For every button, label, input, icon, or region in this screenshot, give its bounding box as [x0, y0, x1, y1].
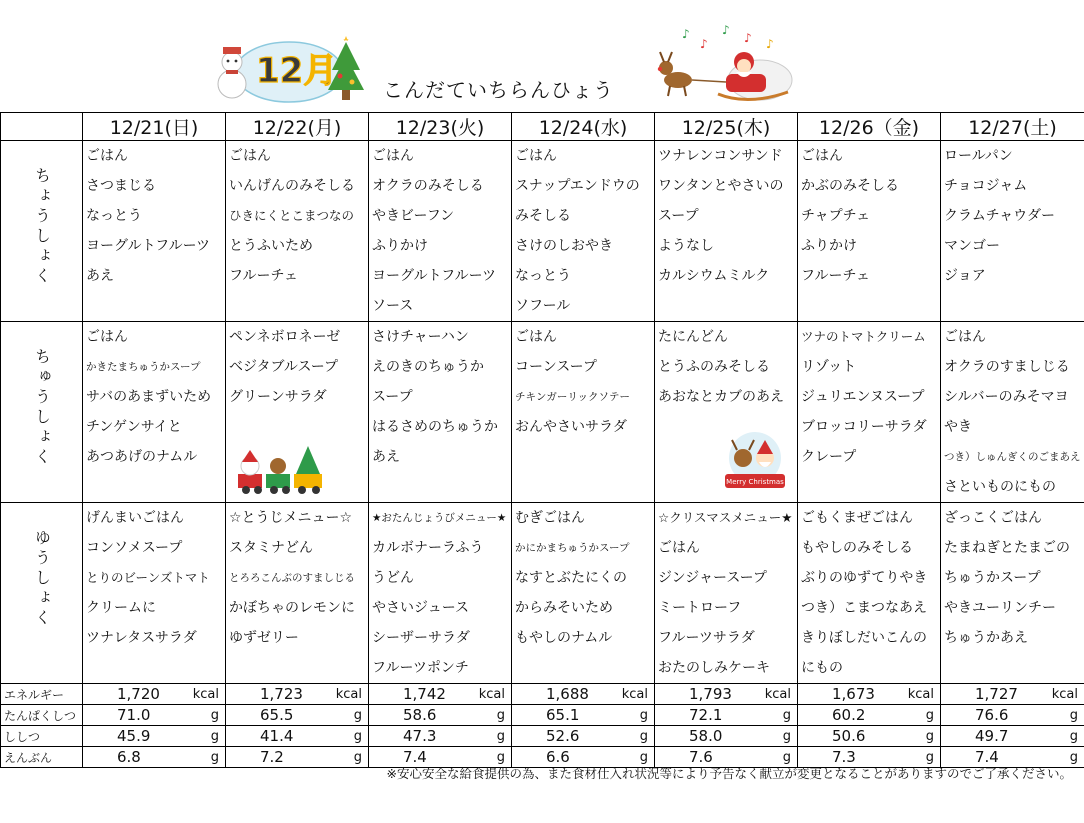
menu-item: ロールパン	[944, 148, 1013, 164]
nutrition-unit: g	[782, 728, 791, 744]
menu-item: シーザーサラダ	[372, 630, 470, 646]
menu-item: もやしのみそしる	[801, 540, 913, 556]
menu-item: クレープ	[801, 449, 857, 465]
nutrition-label: エネルギー	[1, 684, 83, 705]
nutrition-cell	[226, 726, 369, 747]
menu-cell	[369, 503, 512, 684]
menu-cell	[226, 141, 369, 322]
nutrition-value: 6.8	[117, 748, 141, 766]
nutrition-cell	[798, 684, 941, 705]
nutrition-label: ししつ	[1, 726, 83, 747]
meal-label: ちゅうしょく	[32, 348, 52, 468]
menu-item: かぼちゃのレモンに	[229, 600, 355, 616]
nutrition-value: 45.9	[117, 727, 151, 745]
menu-item: さけのしおやき	[515, 238, 613, 254]
menu-item: ジンジャースープ	[658, 570, 767, 586]
menu-cell	[83, 141, 226, 322]
nutrition-cell	[655, 705, 798, 726]
menu-item: ☆とうじメニュー☆	[229, 510, 353, 526]
menu-cell	[941, 503, 1084, 684]
menu-item: からみそいため	[515, 600, 613, 616]
meal-label-cell	[1, 141, 83, 322]
nutrition-value: 6.6	[546, 748, 570, 766]
nutrition-value: 7.4	[403, 748, 427, 766]
menu-cell	[369, 141, 512, 322]
nutrition-unit: g	[925, 749, 934, 765]
menu-item: さといものにもの	[944, 479, 1056, 495]
nutrition-value: 71.0	[117, 706, 151, 724]
nutrition-value: 1,742	[403, 685, 446, 703]
menu-item: いんげんのみそしる	[229, 178, 355, 194]
nutrition-unit: g	[925, 728, 934, 744]
menu-item: えのきのちゅうか	[372, 359, 484, 375]
nutrition-label: たんぱくしつ	[1, 705, 83, 726]
menu-item: ごはん	[515, 148, 557, 164]
menu-item: やきユーリンチー	[944, 600, 1056, 616]
menu-item: たにんどん	[658, 329, 728, 345]
menu-item: とうふいため	[229, 238, 313, 254]
menu-item: ぶりのゆずてりやき	[801, 570, 928, 586]
nutrition-cell	[655, 726, 798, 747]
menu-cell	[798, 503, 941, 684]
menu-item: かきたまちゅうかスープ	[86, 361, 201, 373]
nutrition-cell	[798, 705, 941, 726]
nutrition-cell	[798, 726, 941, 747]
day-header-row	[1, 113, 1084, 141]
menu-item: グリーンサラダ	[229, 389, 327, 405]
nutrition-cell	[369, 705, 512, 726]
nutrition-unit: g	[639, 728, 648, 744]
nutrition-unit: g	[925, 707, 934, 723]
menu-item: オクラのすましじる	[944, 359, 1070, 375]
nutrition-unit: g	[210, 728, 219, 744]
nutrition-cell	[941, 726, 1084, 747]
nutrition-cell	[83, 747, 226, 768]
menu-item: マンゴー	[944, 238, 1000, 254]
menu-item: シルバーのみそマヨ	[944, 389, 1069, 405]
menu-item: チンゲンサイと	[86, 419, 182, 435]
menu-item: ごはん	[86, 148, 128, 164]
menu-item: かにかまちゅうかスープ	[515, 542, 630, 554]
merry-christmas-icon	[721, 430, 789, 492]
menu-item: ごはん	[372, 148, 414, 164]
nutrition-unit: kcal	[1051, 686, 1078, 702]
menu-item: とりのビーンズトマト	[86, 570, 210, 585]
menu-item: スナップエンドウの	[515, 178, 640, 194]
menu-item: むぎごはん	[515, 510, 585, 526]
nutrition-value: 1,793	[689, 685, 732, 703]
menu-item: クラムチャウダー	[944, 208, 1056, 224]
menu-item: ごはん	[515, 329, 557, 345]
menu-item: ごはん	[658, 540, 700, 556]
breakfast-row	[1, 141, 1084, 322]
menu-item: つき）しゅんぎくのごまあえ	[944, 451, 1081, 463]
nutrition-value: 58.6	[403, 706, 437, 724]
menu-cell	[369, 322, 512, 503]
menu-item: ちゅうかあえ	[944, 630, 1028, 646]
meal-label-cell	[1, 322, 83, 503]
day-header: 12/22(月)	[226, 113, 369, 141]
nutrition-label: えんぶん	[1, 747, 83, 768]
menu-cell	[941, 141, 1084, 322]
nutrition-unit: g	[496, 749, 505, 765]
nutrition-unit: g	[1069, 728, 1078, 744]
nutrition-cell	[226, 705, 369, 726]
day-header: 12/25(木)	[655, 113, 798, 141]
menu-item: ★おたんじょうびメニュー★	[372, 512, 507, 524]
meal-label-cell	[1, 503, 83, 684]
menu-item: やさいジュース	[372, 600, 470, 616]
day-header: 12/21(日)	[83, 113, 226, 141]
menu-item: リゾット	[801, 359, 857, 375]
menu-item: うどん	[372, 570, 414, 586]
menu-cell	[512, 322, 655, 503]
nutrition-unit: g	[210, 749, 219, 765]
fat-row	[1, 726, 1084, 747]
menu-item: ソース	[372, 298, 414, 314]
menu-cell	[83, 322, 226, 503]
menu-item: とうふのみそしる	[658, 359, 770, 375]
december-badge	[214, 32, 364, 104]
nutrition-cell	[369, 726, 512, 747]
merry-christmas-label: Merry Christmas	[726, 478, 784, 486]
menu-item: ミートローフ	[658, 600, 742, 616]
nutrition-value: 1,727	[975, 685, 1018, 703]
menu-item: なっとう	[515, 268, 571, 284]
menu-item: コンソメスープ	[86, 540, 183, 556]
menu-item: ふりかけ	[372, 238, 428, 254]
menu-cell	[226, 503, 369, 684]
nutrition-cell	[369, 684, 512, 705]
nutrition-value: 72.1	[689, 706, 723, 724]
nutrition-value: 76.6	[975, 706, 1009, 724]
menu-cell	[655, 141, 798, 322]
menu-item: フルーチェ	[229, 268, 299, 284]
nutrition-unit: kcal	[335, 686, 362, 702]
menu-item: さつまじる	[86, 178, 156, 194]
menu-item: おんやさいサラダ	[515, 419, 627, 435]
footer-note: ※安心安全な給食提供の為、また食材仕入れ状況等により予告なく献立が変更となることがありますのでご了承ください。	[386, 766, 1072, 781]
menu-item: なっとう	[86, 208, 142, 224]
nutrition-unit: g	[496, 707, 505, 723]
menu-item: ふりかけ	[801, 238, 857, 254]
day-header: 12/27(土)	[941, 113, 1084, 141]
svg-text:♪: ♪	[682, 27, 690, 41]
nutrition-cell	[512, 684, 655, 705]
menu-item: さけチャーハン	[372, 329, 469, 345]
lunch-row	[1, 322, 1084, 503]
menu-item: ごはん	[86, 329, 128, 345]
menu-item: ごはん	[944, 329, 986, 345]
menu-item: サバのあまずいため	[86, 389, 212, 405]
nutrition-cell	[512, 705, 655, 726]
menu-item: ペンネボロネーゼ	[229, 329, 341, 345]
menu-item: あおなとカブのあえ	[658, 389, 784, 405]
day-header: 12/26（金)	[798, 113, 941, 141]
nutrition-value: 7.6	[689, 748, 713, 766]
menu-item: ベジタブルスープ	[229, 359, 339, 375]
menu-item: チャプチェ	[801, 208, 871, 224]
nutrition-value: 58.0	[689, 727, 723, 745]
menu-item: ざっこくごはん	[944, 510, 1042, 526]
menu-item: ひきにくとこまつなの	[229, 208, 355, 223]
menu-item: つき）こまつなあえ	[801, 600, 927, 616]
menu-item: ツナレンコンサンド	[658, 148, 783, 164]
nutrition-unit: kcal	[907, 686, 934, 702]
music-notes-icon	[682, 24, 774, 51]
protein-row	[1, 705, 1084, 726]
nutrition-value: 60.2	[832, 706, 866, 724]
menu-item: おたのしみケーキ	[658, 660, 770, 676]
menu-item: フルーツサラダ	[658, 630, 755, 646]
svg-text:♪: ♪	[744, 31, 752, 45]
menu-item: ヨーグルトフルーツ	[372, 268, 497, 284]
nutrition-unit: kcal	[764, 686, 791, 702]
nutrition-cell	[941, 684, 1084, 705]
menu-item: スタミナどん	[229, 540, 313, 556]
nutrition-cell	[941, 705, 1084, 726]
menu-item: かぶのみそしる	[801, 178, 899, 194]
nutrition-unit: kcal	[621, 686, 648, 702]
menu-item: やき	[944, 419, 972, 435]
menu-cell	[226, 322, 369, 503]
menu-cell	[798, 322, 941, 503]
menu-cell	[512, 503, 655, 684]
page-title: こんだていちらんひょう	[383, 78, 614, 102]
menu-item: きりぼしだいこんの	[801, 630, 927, 646]
santa-sleigh-icon	[648, 24, 796, 108]
nutrition-cell	[655, 684, 798, 705]
nutrition-unit: g	[1069, 749, 1078, 765]
menu-item: コーンスープ	[515, 359, 597, 375]
meal-label: ゆうしょく	[32, 529, 52, 629]
menu-item: やきビーフン	[372, 208, 455, 224]
menu-item: ごはん	[229, 148, 271, 164]
nutrition-value: 41.4	[260, 727, 294, 745]
menu-item: にもの	[801, 660, 843, 676]
nutrition-unit: g	[353, 728, 362, 744]
menu-item: なすとぶたにくの	[515, 570, 627, 586]
nutrition-cell	[226, 747, 369, 768]
menu-item: クリームに	[86, 600, 156, 616]
menu-item: スープ	[658, 208, 699, 224]
menu-item: あえ	[372, 449, 400, 465]
menu-item: ワンタンとやさいの	[658, 178, 784, 194]
menu-item: フルーチェ	[801, 268, 871, 284]
nutrition-cell	[226, 684, 369, 705]
menu-item: ブロッコリーサラダ	[801, 419, 927, 435]
menu-item: ジュリエンヌスープ	[801, 389, 925, 405]
nutrition-cell	[83, 684, 226, 705]
nutrition-unit: g	[1069, 707, 1078, 723]
menu-cell	[941, 322, 1084, 503]
nutrition-value: 65.1	[546, 706, 580, 724]
nutrition-unit: kcal	[192, 686, 219, 702]
menu-item: カルシウムミルク	[658, 268, 770, 284]
nutrition-value: 52.6	[546, 727, 580, 745]
menu-cell	[83, 503, 226, 684]
nutrition-unit: g	[639, 707, 648, 723]
nutrition-value: 47.3	[403, 727, 437, 745]
day-header: 12/24(水)	[512, 113, 655, 141]
nutrition-value: 1,673	[832, 685, 875, 703]
menu-item: ヨーグルトフルーツ	[86, 238, 211, 254]
menu-item: オクラのみそしる	[372, 178, 484, 194]
nutrition-value: 49.7	[975, 727, 1009, 745]
menu-item: フルーツポンチ	[372, 660, 469, 676]
menu-item: あえ	[86, 268, 114, 284]
menu-item: みそしる	[515, 208, 571, 224]
menu-item: ようなし	[658, 238, 714, 254]
nutrition-cell	[83, 726, 226, 747]
nutrition-value: 65.5	[260, 706, 294, 724]
menu-item: もやしのナムル	[515, 630, 613, 646]
month-label: 12月	[256, 51, 338, 91]
menu-item: ごもくまぜごはん	[801, 510, 913, 526]
corner-cell	[1, 113, 83, 141]
dinner-row	[1, 503, 1084, 684]
nutrition-value: 7.4	[975, 748, 999, 766]
menu-item: ちゅうかスープ	[944, 570, 1041, 586]
menu-cell	[655, 503, 798, 684]
menu-item: はるさめのちゅうか	[372, 419, 498, 435]
christmas-train-icon	[236, 444, 326, 496]
nutrition-unit: kcal	[478, 686, 505, 702]
nutrition-value: 1,723	[260, 685, 303, 703]
menu-item: チキンガーリックソテー	[515, 391, 630, 403]
menu-item: ソフール	[515, 298, 571, 314]
nutrition-value: 7.2	[260, 748, 284, 766]
menu-cell	[512, 141, 655, 322]
nutrition-value: 1,720	[117, 685, 160, 703]
nutrition-unit: g	[782, 707, 791, 723]
day-header: 12/23(火)	[369, 113, 512, 141]
nutrition-cell	[83, 705, 226, 726]
nutrition-value: 1,688	[546, 685, 589, 703]
svg-text:♪: ♪	[722, 24, 730, 37]
nutrition-unit: g	[353, 707, 362, 723]
menu-cell	[655, 322, 798, 503]
menu-item: たまねぎとたまごの	[944, 540, 1070, 556]
nutrition-unit: g	[496, 728, 505, 744]
menu-cell	[798, 141, 941, 322]
menu-item: ツナレタスサラダ	[86, 630, 197, 646]
nutrition-value: 7.3	[832, 748, 856, 766]
menu-item: あつあげのナムル	[86, 449, 198, 465]
nutrition-unit: g	[210, 707, 219, 723]
page-header	[0, 0, 1084, 112]
menu-item: ゆずゼリー	[229, 630, 299, 646]
menu-item: ツナのトマトクリーム	[801, 329, 926, 344]
nutrition-unit: g	[639, 749, 648, 765]
menu-item: ☆クリスマスメニュー★	[658, 510, 793, 525]
nutrition-unit: g	[782, 749, 791, 765]
menu-item: げんまいごはん	[86, 510, 184, 526]
nutrition-cell	[512, 726, 655, 747]
menu-item: チョコジャム	[944, 178, 1028, 194]
svg-text:♪: ♪	[700, 37, 708, 51]
menu-item: ごはん	[801, 148, 843, 164]
energy-row	[1, 684, 1084, 705]
menu-item: ジョア	[944, 268, 986, 284]
meal-label: ちょうしょく	[32, 167, 52, 287]
svg-text:♪: ♪	[766, 37, 774, 51]
menu-item: スープ	[372, 389, 413, 405]
nutrition-unit: g	[353, 749, 362, 765]
menu-item: とろろこんぶのすましじる	[229, 572, 355, 584]
menu-item: カルボナーラふう	[372, 540, 484, 556]
nutrition-value: 50.6	[832, 727, 866, 745]
menu-table	[0, 112, 1084, 768]
reindeer-icon	[658, 52, 692, 96]
